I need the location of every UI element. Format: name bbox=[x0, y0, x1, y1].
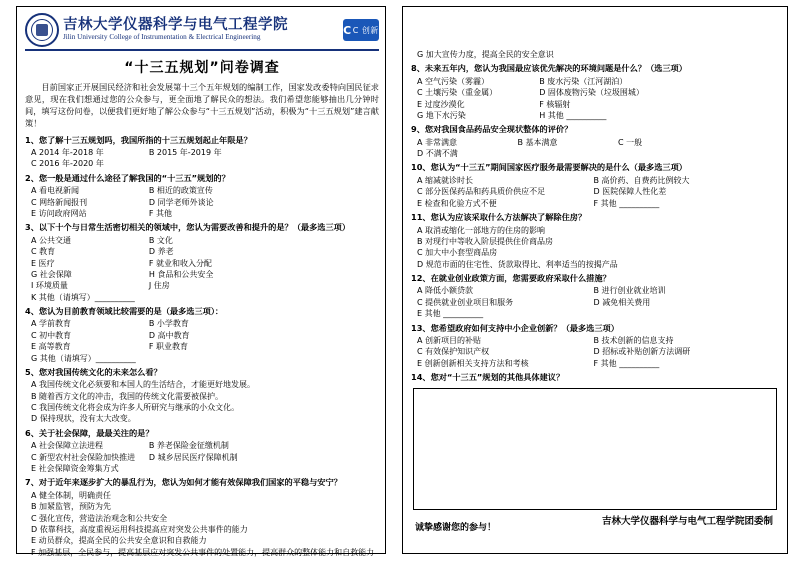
option[interactable]: H 食品和公共安全 bbox=[148, 269, 214, 279]
option[interactable]: B 高价药、自费药比例较大 bbox=[593, 175, 690, 185]
question-10-text: 10、您认为“十三五”期间国家医疗服务最需要解决的是什么（最多选三项） bbox=[411, 162, 687, 173]
question-13-options bbox=[411, 335, 779, 369]
footer-organization: 吉林大学仪器科学与电气工程学院团委制 bbox=[601, 516, 773, 527]
option[interactable]: F 其他 __________ bbox=[593, 198, 660, 208]
college-badge-label: C 创新 bbox=[352, 25, 379, 35]
option[interactable]: D 规范市面的住宅性、货款取得比、利率适当的按揭产品 bbox=[417, 259, 618, 269]
option[interactable]: H 其他 __________ bbox=[539, 110, 607, 120]
intro-paragraph: 目前国家正开展国民经济和社会发展第十三个五年规划的编制工作，国家发改委特向国民征求意见，现在我们想通过您的公众参与，更全面地了解民众的想法。我们希望您能够抽出几分钟时间，填写这份问卷，以便我们更好地了解公众参与“十三五规划”活动，积极为“十三五规划”建言献策！ bbox=[25, 82, 379, 128]
question-13-text: 13、您希望政府如何支持中小企业创新？（最多选三项） bbox=[411, 322, 619, 333]
option[interactable]: E 检查和化验方式不便 bbox=[417, 198, 497, 208]
option[interactable]: G 其他（请填写）__________ bbox=[31, 353, 136, 363]
question-6-options bbox=[25, 440, 379, 474]
option[interactable]: B 加紧监管，预防为先 bbox=[31, 502, 112, 512]
option[interactable]: C 土壤污染（重金属） bbox=[417, 88, 498, 98]
option[interactable]: G 地下水污染 bbox=[417, 110, 466, 120]
option[interactable]: F 加强基层，全民参与，提高基层应对突发公共事件的处置能力，提高群众的整体能力和自救能力 bbox=[31, 547, 375, 557]
option[interactable]: C 部分医保药品和药具质价供应不足 bbox=[417, 187, 546, 197]
option[interactable]: C 有效保护知识产权 bbox=[417, 347, 490, 357]
option[interactable]: B 小学教育 bbox=[148, 319, 189, 329]
option[interactable]: B 养老保险金征缴机制 bbox=[148, 441, 229, 451]
option[interactable]: E 过度沙漠化 bbox=[417, 99, 465, 109]
option[interactable]: C 一般 bbox=[618, 137, 643, 147]
option[interactable]: C 加大中小套型商品房 bbox=[417, 248, 498, 258]
question-2-text: 2、您一般是通过什么途径了解我国的“十三五”规划的？ bbox=[25, 172, 230, 183]
option[interactable]: F 核辐射 bbox=[539, 99, 571, 109]
question-1-options bbox=[25, 147, 379, 170]
question-6-text: 6、关于社会保障，最最关注的是？ bbox=[25, 427, 154, 438]
option[interactable]: A 学前教育 bbox=[31, 319, 72, 329]
question-11-options bbox=[411, 225, 779, 270]
option[interactable]: D 依靠科技，高度重视运用科技提高应对突发公共事件的能力 bbox=[31, 524, 248, 534]
option[interactable]: A 创新项目的补贴 bbox=[417, 336, 482, 346]
option[interactable]: J 住房 bbox=[148, 281, 170, 291]
question-10-options bbox=[411, 175, 779, 209]
option[interactable]: B 对现行中等收入阶层提供住价商品房 bbox=[417, 236, 554, 246]
question-12-options bbox=[411, 285, 779, 319]
option[interactable]: A 公共交通 bbox=[31, 235, 72, 245]
university-name-en: Jilin University College of Instrumentation & Electrical Engineering bbox=[63, 33, 261, 42]
option[interactable]: E 医疗 bbox=[31, 258, 55, 268]
option[interactable]: F 就业和收入分配 bbox=[148, 258, 213, 268]
option[interactable]: C 网络新闻报刊 bbox=[31, 197, 88, 207]
option[interactable]: A 缩减就诊时长 bbox=[417, 175, 474, 185]
question-7-text: 7、对于近年来逐步扩大的暴乱行为，您认为如何才能有效保障我们国家的平稳与安宁？ bbox=[25, 477, 342, 488]
option[interactable]: C 我国传统文化将会成为许多人所研究与继承的小众文化。 bbox=[31, 403, 240, 413]
option[interactable]: A 2014 年-2018 年 bbox=[31, 148, 104, 158]
option[interactable]: F 其他 bbox=[148, 208, 173, 218]
question-8-text: 8、未来五年内，您认为我国最应该优先解决的环境问题是什么？（选三项） bbox=[411, 63, 687, 74]
option[interactable]: B 技术创新的信息支持 bbox=[593, 336, 674, 346]
option[interactable]: I 环境质量 bbox=[31, 281, 68, 291]
option[interactable]: C 强化宣传，营造法治观念和公共安全 bbox=[31, 513, 168, 523]
option[interactable]: A 非常满意 bbox=[417, 137, 458, 147]
option[interactable]: B 文化 bbox=[148, 235, 173, 245]
option[interactable]: D 高中教育 bbox=[148, 330, 190, 340]
option[interactable]: A 取消或缩化一部地方的住房的影响 bbox=[417, 225, 546, 235]
option[interactable]: D 同学老师外谈论 bbox=[148, 197, 214, 207]
option[interactable]: F 其他 __________ bbox=[593, 358, 660, 368]
question-9-text: 9、您对我国食品药品安全现状整体的评价？ bbox=[411, 124, 573, 135]
question-14-text: 14、您对“十三五”规划的其他具体建议？ bbox=[411, 372, 565, 383]
question-3-options bbox=[25, 235, 379, 303]
option[interactable]: A 健全体制，明确责任 bbox=[31, 490, 112, 500]
option[interactable]: C 初中教育 bbox=[31, 330, 72, 340]
option[interactable]: C 新型农村社会保险加快推进 bbox=[31, 452, 136, 462]
option[interactable]: B 进行创业就业培训 bbox=[593, 286, 666, 296]
question-9-options bbox=[411, 137, 779, 160]
question-12-text: 12、在就业创业政策方面，您需要政府采取什么措施？ bbox=[411, 272, 611, 283]
page-title: “十三五规划”问卷调查 bbox=[124, 60, 280, 76]
question-4-text: 4、您认为目前教育领域比较需要的是（最多选三项）： bbox=[25, 305, 224, 316]
question-2-options bbox=[25, 185, 379, 219]
option[interactable]: B 废水污染（江河湖泊） bbox=[539, 76, 628, 86]
option[interactable]: A 空气污染（雾霾） bbox=[417, 76, 490, 86]
option[interactable]: A 降低小额贷款 bbox=[417, 286, 474, 296]
option[interactable]: G 加大宣传力度，提高全民的安全意识 bbox=[417, 50, 554, 59]
option[interactable]: D 减免相关费用 bbox=[593, 297, 651, 307]
option[interactable]: C 教育 bbox=[31, 247, 56, 257]
page-left bbox=[16, 6, 386, 557]
open-answer-textarea[interactable] bbox=[413, 388, 777, 510]
question-4-options bbox=[25, 318, 379, 363]
document-header bbox=[25, 11, 379, 51]
option[interactable]: D 城乡居民医疗保障机制 bbox=[148, 452, 238, 462]
question-7-options bbox=[25, 490, 379, 558]
option[interactable]: E 社会保障资金筹集方式 bbox=[31, 464, 119, 474]
college-badge-icon: C C 创新 bbox=[343, 19, 379, 41]
university-name-block bbox=[63, 18, 343, 42]
question-7-continued-option bbox=[411, 49, 779, 60]
jilin-university-seal-icon bbox=[25, 13, 59, 47]
question-11-text: 11、您认为应该采取什么方法解决了解除住房？ bbox=[411, 212, 587, 223]
option[interactable]: D 保持现状，没有太大改变。 bbox=[31, 414, 136, 424]
option[interactable]: B 2015 年-2019 年 bbox=[148, 148, 222, 158]
option[interactable]: K 其他（请填写）__________ bbox=[31, 292, 135, 302]
option[interactable]: A 社会保障立法进程 bbox=[31, 441, 104, 451]
option[interactable]: E 其他 __________ bbox=[417, 309, 484, 319]
option[interactable]: E 高等教育 bbox=[31, 342, 71, 352]
question-3-text: 3、以下十个与日常生活密切相关的领域中，您认为需要改善和提升的是？（最多选三项） bbox=[25, 222, 351, 233]
university-name-cn: 吉林大学仪器科学与电气工程学院 bbox=[63, 17, 288, 34]
option[interactable]: B 相近的政策宣传 bbox=[148, 186, 213, 196]
option[interactable]: B 随着西方文化的冲击，我国的传统文化需要被保护。 bbox=[31, 391, 224, 401]
question-5-options bbox=[25, 379, 379, 424]
option[interactable]: D 固体废物污染（垃圾围城） bbox=[539, 88, 644, 98]
option[interactable]: G 社会保障 bbox=[31, 269, 72, 279]
option[interactable]: C 2016 年-2020 年 bbox=[31, 159, 104, 169]
option[interactable]: A 我国传统文化必须要和本国人的生活结合，才能更好地发展。 bbox=[31, 380, 256, 390]
question-5-text: 5、您对我国传统文化的未来怎么看？ bbox=[25, 366, 162, 377]
page-right bbox=[402, 6, 788, 554]
option[interactable]: D 医院保障人性化差 bbox=[593, 187, 667, 197]
option[interactable]: D 招标或补贴创新方法调研 bbox=[593, 347, 691, 357]
option[interactable]: F 职业教育 bbox=[148, 342, 189, 352]
thanks-message: 诚挚感谢您的参与！ bbox=[415, 522, 497, 533]
option[interactable]: E 动员群众，提高全民的公共安全意识和自救能力 bbox=[31, 536, 207, 546]
option[interactable]: E 创新创新相关支持方法和考核 bbox=[417, 358, 529, 368]
option[interactable]: C 提供就业创业项目和服务 bbox=[417, 297, 514, 307]
option[interactable]: D 养老 bbox=[148, 247, 174, 257]
question-1-text: 1、您了解十三五规划吗，我国所指的十三五规划起止年限是？ bbox=[25, 134, 252, 145]
option[interactable]: A 看电视新闻 bbox=[31, 186, 80, 196]
option[interactable]: B 基本满意 bbox=[517, 137, 558, 147]
option[interactable]: D 不满不满 bbox=[417, 149, 458, 159]
question-8-options bbox=[411, 76, 779, 121]
option[interactable]: E 访问政府网站 bbox=[31, 208, 87, 218]
